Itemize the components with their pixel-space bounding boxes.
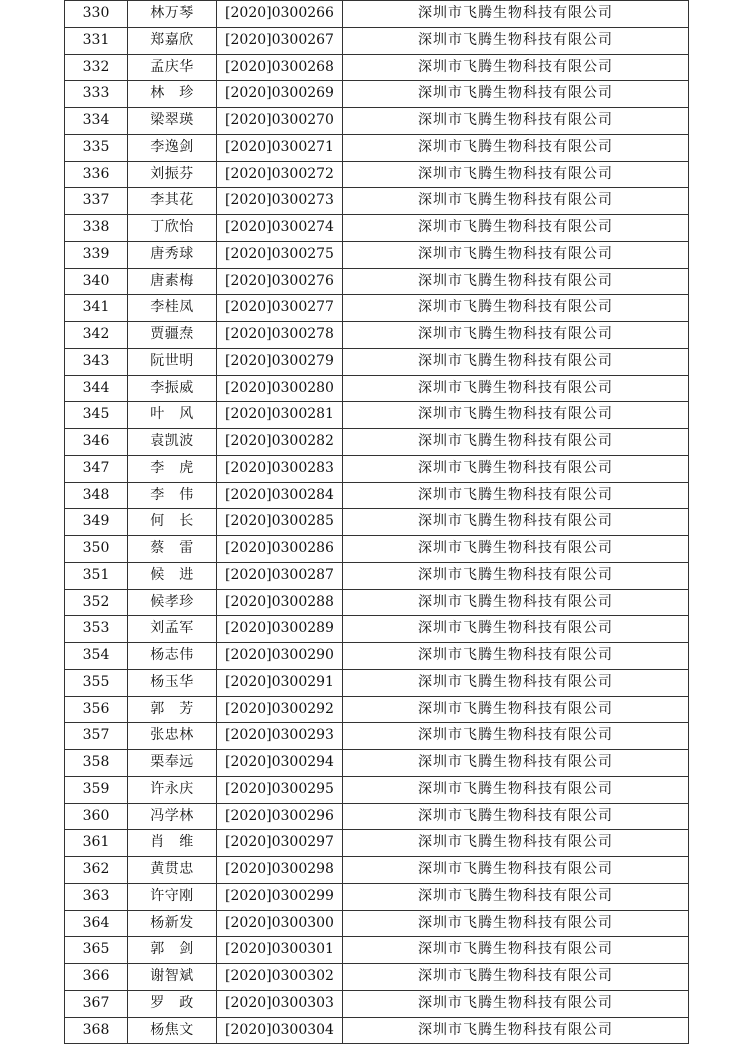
person-name: 候孝珍 (128, 589, 217, 616)
company-name: 深圳市飞腾生物科技有限公司 (343, 375, 689, 402)
certificate-number: [2020]0300291 (217, 669, 343, 696)
company-name: 深圳市飞腾生物科技有限公司 (343, 161, 689, 188)
company-name: 深圳市飞腾生物科技有限公司 (343, 482, 689, 509)
certificate-number: [2020]0300293 (217, 723, 343, 750)
company-name: 深圳市飞腾生物科技有限公司 (343, 81, 689, 108)
person-name: 林 珍 (128, 81, 217, 108)
certificate-number: [2020]0300276 (217, 268, 343, 295)
row-number: 340 (65, 268, 128, 295)
person-name: 李其花 (128, 188, 217, 215)
row-number: 352 (65, 589, 128, 616)
person-name: 候 进 (128, 562, 217, 589)
row-number: 360 (65, 803, 128, 830)
company-name: 深圳市飞腾生物科技有限公司 (343, 964, 689, 991)
table-row (65, 964, 689, 991)
certificate-number: [2020]0300301 (217, 937, 343, 964)
certificate-number: [2020]0300297 (217, 830, 343, 857)
table-row (65, 295, 689, 322)
table-row (65, 1, 689, 28)
table-row (65, 830, 689, 857)
table-row (65, 696, 689, 723)
table-row (65, 937, 689, 964)
row-number: 333 (65, 81, 128, 108)
certificate-number: [2020]0300268 (217, 54, 343, 81)
roster-table-body (65, 1, 689, 1044)
certificate-number: [2020]0300266 (217, 1, 343, 28)
person-name: 唐秀球 (128, 241, 217, 268)
company-name: 深圳市飞腾生物科技有限公司 (343, 402, 689, 429)
company-name: 深圳市飞腾生物科技有限公司 (343, 830, 689, 857)
table-row (65, 562, 689, 589)
person-name: 黄贯忠 (128, 857, 217, 884)
table-row (65, 134, 689, 161)
person-name: 罗 政 (128, 990, 217, 1017)
row-number: 336 (65, 161, 128, 188)
row-number: 366 (65, 964, 128, 991)
company-name: 深圳市飞腾生物科技有限公司 (343, 1017, 689, 1044)
table-row (65, 536, 689, 563)
table-row (65, 27, 689, 54)
row-number: 332 (65, 54, 128, 81)
company-name: 深圳市飞腾生物科技有限公司 (343, 883, 689, 910)
company-name: 深圳市飞腾生物科技有限公司 (343, 509, 689, 536)
company-name: 深圳市飞腾生物科技有限公司 (343, 990, 689, 1017)
person-name: 郑嘉欣 (128, 27, 217, 54)
person-name: 冯学林 (128, 803, 217, 830)
table-row (65, 215, 689, 242)
person-name: 郭 剑 (128, 937, 217, 964)
company-name: 深圳市飞腾生物科技有限公司 (343, 1, 689, 28)
table-row (65, 322, 689, 349)
row-number: 338 (65, 215, 128, 242)
certificate-number: [2020]0300288 (217, 589, 343, 616)
person-name: 阮世明 (128, 348, 217, 375)
person-name: 李 虎 (128, 455, 217, 482)
table-row (65, 776, 689, 803)
row-number: 347 (65, 455, 128, 482)
company-name: 深圳市飞腾生物科技有限公司 (343, 429, 689, 456)
table-row (65, 910, 689, 937)
certificate-number: [2020]0300281 (217, 402, 343, 429)
person-name: 丁欣怡 (128, 215, 217, 242)
company-name: 深圳市飞腾生物科技有限公司 (343, 723, 689, 750)
person-name: 叶 风 (128, 402, 217, 429)
certificate-number: [2020]0300275 (217, 241, 343, 268)
row-number: 331 (65, 27, 128, 54)
table-row (65, 81, 689, 108)
row-number: 350 (65, 536, 128, 563)
company-name: 深圳市飞腾生物科技有限公司 (343, 857, 689, 884)
table-row (65, 375, 689, 402)
certificate-number: [2020]0300272 (217, 161, 343, 188)
company-name: 深圳市飞腾生物科技有限公司 (343, 937, 689, 964)
certificate-number: [2020]0300267 (217, 27, 343, 54)
company-name: 深圳市飞腾生物科技有限公司 (343, 108, 689, 135)
certificate-number: [2020]0300277 (217, 295, 343, 322)
certificate-number: [2020]0300289 (217, 616, 343, 643)
company-name: 深圳市飞腾生物科技有限公司 (343, 803, 689, 830)
certificate-number: [2020]0300298 (217, 857, 343, 884)
table-row (65, 348, 689, 375)
row-number: 362 (65, 857, 128, 884)
company-name: 深圳市飞腾生物科技有限公司 (343, 643, 689, 670)
person-name: 袁凯波 (128, 429, 217, 456)
table-row (65, 161, 689, 188)
certificate-number: [2020]0300270 (217, 108, 343, 135)
certificate-number: [2020]0300269 (217, 81, 343, 108)
table-row (65, 1017, 689, 1044)
row-number: 357 (65, 723, 128, 750)
company-name: 深圳市飞腾生物科技有限公司 (343, 134, 689, 161)
row-number: 349 (65, 509, 128, 536)
person-name: 许守刚 (128, 883, 217, 910)
table-row (65, 188, 689, 215)
table-row (65, 429, 689, 456)
certificate-number: [2020]0300304 (217, 1017, 343, 1044)
certificate-number: [2020]0300279 (217, 348, 343, 375)
company-name: 深圳市飞腾生物科技有限公司 (343, 215, 689, 242)
company-name: 深圳市飞腾生物科技有限公司 (343, 188, 689, 215)
table-row (65, 108, 689, 135)
company-name: 深圳市飞腾生物科技有限公司 (343, 536, 689, 563)
row-number: 348 (65, 482, 128, 509)
person-name: 蔡 雷 (128, 536, 217, 563)
row-number: 341 (65, 295, 128, 322)
person-name: 贾疆焘 (128, 322, 217, 349)
certificate-number: [2020]0300294 (217, 750, 343, 777)
table-row (65, 455, 689, 482)
row-number: 368 (65, 1017, 128, 1044)
certificate-number: [2020]0300302 (217, 964, 343, 991)
row-number: 359 (65, 776, 128, 803)
person-name: 何 长 (128, 509, 217, 536)
company-name: 深圳市飞腾生物科技有限公司 (343, 268, 689, 295)
row-number: 334 (65, 108, 128, 135)
roster-table (64, 0, 689, 1044)
row-number: 330 (65, 1, 128, 28)
person-name: 许永庆 (128, 776, 217, 803)
company-name: 深圳市飞腾生物科技有限公司 (343, 910, 689, 937)
row-number: 354 (65, 643, 128, 670)
company-name: 深圳市飞腾生物科技有限公司 (343, 455, 689, 482)
person-name: 林万琴 (128, 1, 217, 28)
certificate-number: [2020]0300285 (217, 509, 343, 536)
company-name: 深圳市飞腾生物科技有限公司 (343, 27, 689, 54)
company-name: 深圳市飞腾生物科技有限公司 (343, 696, 689, 723)
certificate-number: [2020]0300286 (217, 536, 343, 563)
certificate-number: [2020]0300300 (217, 910, 343, 937)
certificate-number: [2020]0300287 (217, 562, 343, 589)
table-row (65, 241, 689, 268)
certificate-number: [2020]0300295 (217, 776, 343, 803)
row-number: 342 (65, 322, 128, 349)
person-name: 栗奉远 (128, 750, 217, 777)
table-row (65, 589, 689, 616)
person-name: 李逸剑 (128, 134, 217, 161)
table-row (65, 643, 689, 670)
table-row (65, 509, 689, 536)
table-row (65, 723, 689, 750)
person-name: 梁翠瑛 (128, 108, 217, 135)
row-number: 351 (65, 562, 128, 589)
certificate-number: [2020]0300280 (217, 375, 343, 402)
person-name: 唐素梅 (128, 268, 217, 295)
row-number: 353 (65, 616, 128, 643)
person-name: 杨焦文 (128, 1017, 217, 1044)
table-row (65, 616, 689, 643)
company-name: 深圳市飞腾生物科技有限公司 (343, 54, 689, 81)
row-number: 364 (65, 910, 128, 937)
row-number: 343 (65, 348, 128, 375)
certificate-number: [2020]0300299 (217, 883, 343, 910)
certificate-number: [2020]0300278 (217, 322, 343, 349)
row-number: 339 (65, 241, 128, 268)
row-number: 345 (65, 402, 128, 429)
table-row (65, 268, 689, 295)
row-number: 356 (65, 696, 128, 723)
certificate-number: [2020]0300296 (217, 803, 343, 830)
row-number: 337 (65, 188, 128, 215)
certificate-number: [2020]0300284 (217, 482, 343, 509)
row-number: 335 (65, 134, 128, 161)
person-name: 杨新发 (128, 910, 217, 937)
row-number: 358 (65, 750, 128, 777)
company-name: 深圳市飞腾生物科技有限公司 (343, 750, 689, 777)
person-name: 谢智斌 (128, 964, 217, 991)
certificate-number: [2020]0300303 (217, 990, 343, 1017)
table-row (65, 990, 689, 1017)
company-name: 深圳市飞腾生物科技有限公司 (343, 295, 689, 322)
table-row (65, 750, 689, 777)
row-number: 344 (65, 375, 128, 402)
certificate-number: [2020]0300290 (217, 643, 343, 670)
company-name: 深圳市飞腾生物科技有限公司 (343, 322, 689, 349)
table-row (65, 883, 689, 910)
certificate-number: [2020]0300292 (217, 696, 343, 723)
person-name: 张忠林 (128, 723, 217, 750)
company-name: 深圳市飞腾生物科技有限公司 (343, 669, 689, 696)
row-number: 367 (65, 990, 128, 1017)
person-name: 刘孟军 (128, 616, 217, 643)
row-number: 355 (65, 669, 128, 696)
person-name: 李桂凤 (128, 295, 217, 322)
table-row (65, 402, 689, 429)
certificate-number: [2020]0300274 (217, 215, 343, 242)
table-row (65, 669, 689, 696)
row-number: 365 (65, 937, 128, 964)
company-name: 深圳市飞腾生物科技有限公司 (343, 562, 689, 589)
person-name: 杨玉华 (128, 669, 217, 696)
company-name: 深圳市飞腾生物科技有限公司 (343, 241, 689, 268)
company-name: 深圳市飞腾生物科技有限公司 (343, 776, 689, 803)
table-row (65, 54, 689, 81)
person-name: 李振威 (128, 375, 217, 402)
certificate-number: [2020]0300271 (217, 134, 343, 161)
company-name: 深圳市飞腾生物科技有限公司 (343, 589, 689, 616)
certificate-number: [2020]0300282 (217, 429, 343, 456)
company-name: 深圳市飞腾生物科技有限公司 (343, 616, 689, 643)
certificate-number: [2020]0300283 (217, 455, 343, 482)
person-name: 孟庆华 (128, 54, 217, 81)
table-row (65, 803, 689, 830)
person-name: 郭 芳 (128, 696, 217, 723)
person-name: 杨志伟 (128, 643, 217, 670)
row-number: 361 (65, 830, 128, 857)
company-name: 深圳市飞腾生物科技有限公司 (343, 348, 689, 375)
table-row (65, 482, 689, 509)
person-name: 刘振芬 (128, 161, 217, 188)
table-row (65, 857, 689, 884)
person-name: 李 伟 (128, 482, 217, 509)
person-name: 肖 维 (128, 830, 217, 857)
row-number: 346 (65, 429, 128, 456)
row-number: 363 (65, 883, 128, 910)
certificate-number: [2020]0300273 (217, 188, 343, 215)
